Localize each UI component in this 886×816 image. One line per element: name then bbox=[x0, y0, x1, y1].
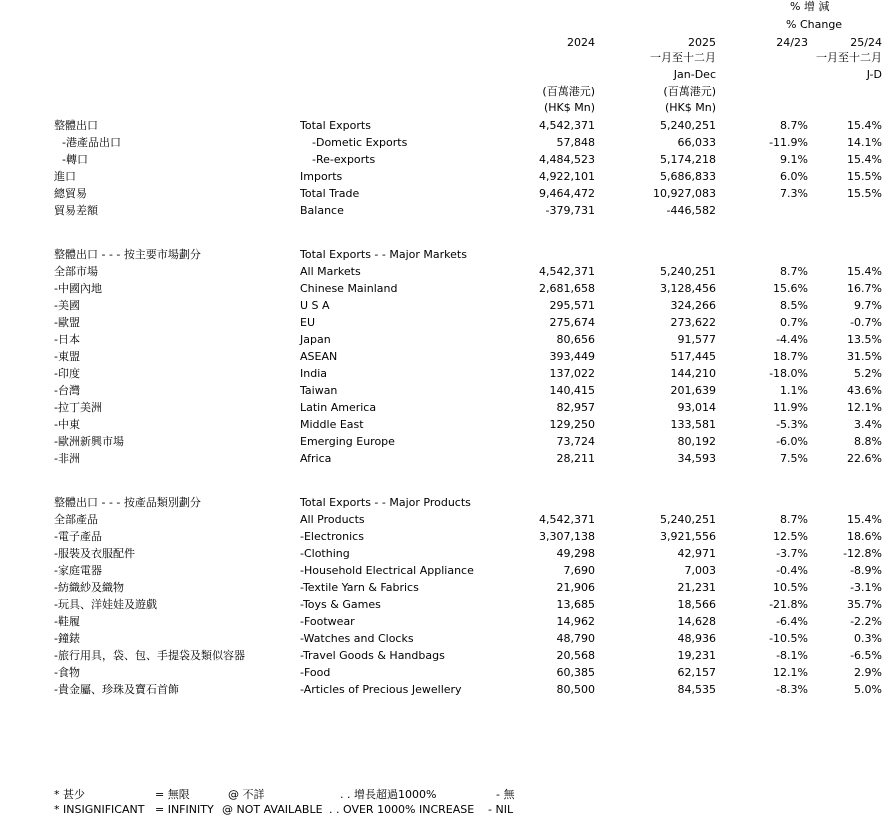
market-row bbox=[0, 433, 886, 450]
value-2024: 49,298 bbox=[556, 547, 595, 560]
product-row bbox=[0, 613, 886, 630]
legend-infinity-en: = INFINITY bbox=[155, 803, 214, 816]
label-zh: -旅行用具，袋、包、手提袋及類似容器 bbox=[54, 649, 245, 662]
label-zh: -歐盟 bbox=[54, 316, 80, 329]
label-en: Taiwan bbox=[300, 384, 338, 397]
label-en: -Dometic Exports bbox=[312, 136, 408, 149]
product-row bbox=[0, 511, 886, 528]
product-row bbox=[0, 596, 886, 613]
pct-change-2524: -8.9% bbox=[850, 564, 882, 577]
unit-zh-2024: (百萬港元) bbox=[542, 85, 595, 98]
label-en: -Clothing bbox=[300, 547, 350, 560]
pct-change-header-zh: % 增 減 bbox=[790, 0, 830, 13]
pct-change-2423: -0.4% bbox=[776, 564, 808, 577]
label-en: -Footwear bbox=[300, 615, 355, 628]
value-2025: 10,927,083 bbox=[653, 187, 716, 200]
pct-change-2423: -21.8% bbox=[769, 598, 808, 611]
product-row bbox=[0, 528, 886, 545]
value-2025: 5,174,218 bbox=[660, 153, 716, 166]
value-2024: 275,674 bbox=[549, 316, 595, 329]
pct-change-2524: 15.4% bbox=[847, 513, 882, 526]
pct-change-2524: 12.1% bbox=[847, 401, 882, 414]
pct-change-2423: 10.5% bbox=[773, 581, 808, 594]
pct-change-2423: 11.9% bbox=[773, 401, 808, 414]
value-2025: 66,033 bbox=[677, 136, 716, 149]
market-row bbox=[0, 348, 886, 365]
label-zh: -歐洲新興市場 bbox=[54, 435, 124, 448]
legend-not-available-zh: @ 不詳 bbox=[228, 788, 265, 801]
pct-change-2423: 18.7% bbox=[773, 350, 808, 363]
markets-title-row bbox=[0, 246, 886, 263]
pct-change-2423: 8.7% bbox=[780, 119, 808, 132]
pct-change-2524: 15.5% bbox=[847, 187, 882, 200]
label-zh: -玩具、洋娃娃及遊戲 bbox=[54, 598, 157, 611]
label-en: Japan bbox=[300, 333, 331, 346]
pct-change-2423: 1.1% bbox=[780, 384, 808, 397]
value-2024: 295,571 bbox=[549, 299, 595, 312]
label-zh: -鞋履 bbox=[54, 615, 80, 628]
pct-change-2423: -8.1% bbox=[776, 649, 808, 662]
label-en: EU bbox=[300, 316, 316, 329]
col-2025-period-en: Jan-Dec bbox=[673, 68, 716, 81]
value-2025: 5,240,251 bbox=[660, 265, 716, 278]
value-2024: 73,724 bbox=[556, 435, 595, 448]
value-2025: 14,628 bbox=[677, 615, 716, 628]
value-2024: 3,307,138 bbox=[539, 530, 595, 543]
market-row bbox=[0, 263, 886, 280]
col-2524-period-en: J-D bbox=[866, 68, 882, 81]
label-zh: 總貿易 bbox=[54, 187, 87, 200]
pct-change-2423: -10.5% bbox=[769, 632, 808, 645]
value-2024: 80,656 bbox=[556, 333, 595, 346]
label-en: All Products bbox=[300, 513, 365, 526]
label-zh: 進口 bbox=[54, 170, 76, 183]
pct-change-2524: -2.2% bbox=[850, 615, 882, 628]
pct-change-2524: 15.4% bbox=[847, 153, 882, 166]
value-2024: 57,848 bbox=[556, 136, 595, 149]
unit-en-2024: (HK$ Mn) bbox=[543, 101, 595, 114]
label-zh: -電子產品 bbox=[54, 530, 102, 543]
label-en: Total Trade bbox=[300, 187, 360, 200]
market-row bbox=[0, 280, 886, 297]
unit-zh-2025: (百萬港元) bbox=[663, 85, 716, 98]
value-2025: 80,192 bbox=[677, 435, 716, 448]
products-title-zh: 整體出口 - - - 按產品類別劃分 bbox=[54, 496, 201, 509]
label-en: U S A bbox=[300, 299, 330, 312]
value-2024: 21,906 bbox=[556, 581, 595, 594]
label-en: Africa bbox=[300, 452, 332, 465]
summary-row bbox=[0, 117, 886, 134]
summary-row bbox=[0, 185, 886, 202]
col-2524-period-zh: 一月至十二月 bbox=[816, 51, 882, 64]
summary-row bbox=[0, 202, 886, 219]
label-en: -Food bbox=[300, 666, 331, 679]
pct-change-2423: 12.5% bbox=[773, 530, 808, 543]
label-zh: 全部市場 bbox=[54, 265, 98, 278]
value-2025: 3,128,456 bbox=[660, 282, 716, 295]
value-2025: 62,157 bbox=[677, 666, 716, 679]
label-en: Middle East bbox=[300, 418, 364, 431]
label-en: -Toys & Games bbox=[300, 598, 381, 611]
pct-change-2524: 15.5% bbox=[847, 170, 882, 183]
value-2025: 144,210 bbox=[670, 367, 716, 380]
pct-change-2524: 16.7% bbox=[847, 282, 882, 295]
label-en: Total Exports bbox=[300, 119, 371, 132]
label-en: -Textile Yarn & Fabrics bbox=[300, 581, 419, 594]
pct-change-2423: -5.3% bbox=[776, 418, 808, 431]
col-2025-period-zh: 一月至十二月 bbox=[650, 51, 716, 64]
pct-change-2524: 15.4% bbox=[847, 119, 882, 132]
value-2025: 18,566 bbox=[677, 598, 716, 611]
pct-change-2524: 35.7% bbox=[847, 598, 882, 611]
label-zh: -紡織紗及織物 bbox=[54, 581, 124, 594]
label-en: Latin America bbox=[300, 401, 377, 414]
market-row bbox=[0, 416, 886, 433]
label-zh: -貴金屬、珍珠及寶石首飾 bbox=[54, 683, 179, 696]
pct-change-2524: 9.7% bbox=[854, 299, 882, 312]
col-2025-header: 2025 bbox=[688, 36, 716, 49]
pct-change-2524: 43.6% bbox=[847, 384, 882, 397]
value-2024: 9,464,472 bbox=[539, 187, 595, 200]
label-zh: -中國內地 bbox=[54, 282, 102, 295]
label-zh: -非洲 bbox=[54, 452, 80, 465]
value-2024: 140,415 bbox=[549, 384, 595, 397]
value-2025: 48,936 bbox=[677, 632, 716, 645]
label-en: All Markets bbox=[300, 265, 361, 278]
value-2024: 48,790 bbox=[556, 632, 595, 645]
pct-change-2524: 18.6% bbox=[847, 530, 882, 543]
label-zh: -家庭電器 bbox=[54, 564, 102, 577]
pct-change-2423: 7.5% bbox=[780, 452, 808, 465]
pct-change-2423: -6.4% bbox=[776, 615, 808, 628]
value-2025: 5,240,251 bbox=[660, 513, 716, 526]
pct-change-2423: 8.5% bbox=[780, 299, 808, 312]
pct-change-2423: -3.7% bbox=[776, 547, 808, 560]
pct-change-2423: 9.1% bbox=[780, 153, 808, 166]
pct-change-2423: -8.3% bbox=[776, 683, 808, 696]
value-2024: 7,690 bbox=[563, 564, 595, 577]
value-2025: 5,240,251 bbox=[660, 119, 716, 132]
label-zh: -東盟 bbox=[54, 350, 80, 363]
value-2025: 93,014 bbox=[677, 401, 716, 414]
label-zh: -日本 bbox=[54, 333, 80, 346]
pct-change-2524: -0.7% bbox=[850, 316, 882, 329]
col-2024-header: 2024 bbox=[567, 36, 595, 49]
pct-change-2524: 31.5% bbox=[847, 350, 882, 363]
pct-change-2524: -6.5% bbox=[850, 649, 882, 662]
pct-change-2423: 15.6% bbox=[773, 282, 808, 295]
value-2025: -446,582 bbox=[666, 204, 716, 217]
label-zh: -印度 bbox=[54, 367, 80, 380]
market-row bbox=[0, 297, 886, 314]
label-en: India bbox=[300, 367, 327, 380]
markets-title-zh: 整體出口 - - - 按主要市場劃分 bbox=[54, 248, 201, 261]
pct-change-2524: 5.0% bbox=[854, 683, 882, 696]
legend bbox=[0, 786, 886, 816]
label-zh: -美國 bbox=[54, 299, 80, 312]
label-en: -Household Electrical Appliance bbox=[300, 564, 474, 577]
pct-change-2524: -3.1% bbox=[850, 581, 882, 594]
label-en: ASEAN bbox=[300, 350, 338, 363]
pct-change-2524: 2.9% bbox=[854, 666, 882, 679]
pct-change-2423: 7.3% bbox=[780, 187, 808, 200]
pct-change-2423: -6.0% bbox=[776, 435, 808, 448]
legend-insignificant-zh: * 甚少 bbox=[54, 788, 85, 801]
legend-not-available-en: @ NOT AVAILABLE bbox=[222, 803, 323, 816]
label-zh: -食物 bbox=[54, 666, 80, 679]
legend-over-1000-zh: . . 增長超過1000% bbox=[340, 788, 437, 801]
pct-change-2524: 0.3% bbox=[854, 632, 882, 645]
product-row bbox=[0, 545, 886, 562]
market-row bbox=[0, 331, 886, 348]
value-2025: 3,921,556 bbox=[660, 530, 716, 543]
value-2024: 4,542,371 bbox=[539, 265, 595, 278]
product-row bbox=[0, 579, 886, 596]
label-zh: -台灣 bbox=[54, 384, 80, 397]
product-row bbox=[0, 630, 886, 647]
summary-row bbox=[0, 151, 886, 168]
label-en: -Electronics bbox=[300, 530, 364, 543]
value-2025: 201,639 bbox=[670, 384, 716, 397]
pct-change-header-en: % Change bbox=[786, 18, 843, 31]
label-en: -Watches and Clocks bbox=[300, 632, 414, 645]
label-en: -Travel Goods & Handbags bbox=[300, 649, 445, 662]
pct-change-2423: -11.9% bbox=[769, 136, 808, 149]
pct-change-2423: -4.4% bbox=[776, 333, 808, 346]
label-zh: 整體出口 bbox=[54, 119, 98, 132]
value-2025: 84,535 bbox=[677, 683, 716, 696]
pct-change-2524: 22.6% bbox=[847, 452, 882, 465]
value-2024: 4,922,101 bbox=[539, 170, 595, 183]
value-2024: 20,568 bbox=[556, 649, 595, 662]
value-2024: 82,957 bbox=[556, 401, 595, 414]
value-2024: 4,542,371 bbox=[539, 119, 595, 132]
market-row bbox=[0, 365, 886, 382]
pct-change-2423: 12.1% bbox=[773, 666, 808, 679]
value-2024: 4,542,371 bbox=[539, 513, 595, 526]
value-2025: 324,266 bbox=[670, 299, 716, 312]
label-zh: -鐘錶 bbox=[54, 632, 80, 645]
pct-change-2423: 8.7% bbox=[780, 513, 808, 526]
product-row bbox=[0, 562, 886, 579]
value-2025: 21,231 bbox=[677, 581, 716, 594]
pct-change-2524: 13.5% bbox=[847, 333, 882, 346]
pct-change-2524: 8.8% bbox=[854, 435, 882, 448]
label-en: Chinese Mainland bbox=[300, 282, 398, 295]
label-en: -Re-exports bbox=[312, 153, 376, 166]
product-row bbox=[0, 681, 886, 698]
label-zh: -拉丁美洲 bbox=[54, 401, 102, 414]
legend-over-1000-en: . . OVER 1000% INCREASE bbox=[329, 803, 475, 816]
market-row bbox=[0, 450, 886, 467]
pct-change-2524: -12.8% bbox=[843, 547, 882, 560]
value-2025: 273,622 bbox=[670, 316, 716, 329]
value-2024: 80,500 bbox=[556, 683, 595, 696]
product-row bbox=[0, 647, 886, 664]
market-row bbox=[0, 399, 886, 416]
label-zh: -服裝及衣服配件 bbox=[54, 547, 135, 560]
pct-change-2423: 0.7% bbox=[780, 316, 808, 329]
unit-en-2025: (HK$ Mn) bbox=[664, 101, 716, 114]
pct-change-2423: -18.0% bbox=[769, 367, 808, 380]
value-2024: 129,250 bbox=[549, 418, 595, 431]
value-2024: 13,685 bbox=[556, 598, 595, 611]
pct-change-2524: 5.2% bbox=[854, 367, 882, 380]
legend-infinity-zh: = 無限 bbox=[155, 788, 190, 801]
pct-change-2524: 14.1% bbox=[847, 136, 882, 149]
legend-insignificant-en: * INSIGNIFICANT bbox=[54, 803, 145, 816]
value-2024: 137,022 bbox=[549, 367, 595, 380]
value-2025: 42,971 bbox=[677, 547, 716, 560]
label-en: -Articles of Precious Jewellery bbox=[300, 683, 462, 696]
label-zh: 全部產品 bbox=[54, 513, 98, 526]
value-2025: 517,445 bbox=[670, 350, 716, 363]
value-2025: 133,581 bbox=[670, 418, 716, 431]
legend-nil-en: - NIL bbox=[488, 803, 514, 816]
label-en: Balance bbox=[300, 204, 344, 217]
value-2024: 60,385 bbox=[556, 666, 595, 679]
value-2025: 7,003 bbox=[684, 564, 716, 577]
label-zh: 貿易差額 bbox=[54, 204, 98, 217]
label-en: Emerging Europe bbox=[300, 435, 395, 448]
summary-row bbox=[0, 168, 886, 185]
label-zh: -港產品出口 bbox=[62, 136, 121, 149]
value-2025: 19,231 bbox=[677, 649, 716, 662]
label-en: Imports bbox=[300, 170, 343, 183]
value-2024: -379,731 bbox=[545, 204, 595, 217]
pct-change-2524: 15.4% bbox=[847, 265, 882, 278]
legend-nil-zh: - 無 bbox=[496, 788, 515, 801]
value-2024: 2,681,658 bbox=[539, 282, 595, 295]
value-2025: 91,577 bbox=[677, 333, 716, 346]
markets-title-en: Total Exports - - Major Markets bbox=[300, 248, 467, 261]
col-2524-header: 25/24 bbox=[850, 36, 882, 49]
products-title-en: Total Exports - - Major Products bbox=[300, 496, 471, 509]
value-2025: 34,593 bbox=[677, 452, 716, 465]
value-2024: 4,484,523 bbox=[539, 153, 595, 166]
market-row bbox=[0, 382, 886, 399]
pct-change-2423: 6.0% bbox=[780, 170, 808, 183]
label-zh: -中東 bbox=[54, 418, 80, 431]
market-row bbox=[0, 314, 886, 331]
value-2024: 14,962 bbox=[556, 615, 595, 628]
value-2024: 393,449 bbox=[549, 350, 595, 363]
pct-change-2524: 3.4% bbox=[854, 418, 882, 431]
value-2025: 5,686,833 bbox=[660, 170, 716, 183]
products-title-row bbox=[0, 494, 886, 511]
pct-change-2423: 8.7% bbox=[780, 265, 808, 278]
col-2423-header: 24/23 bbox=[776, 36, 808, 49]
label-zh: -轉口 bbox=[62, 153, 88, 166]
summary-row bbox=[0, 134, 886, 151]
product-row bbox=[0, 664, 886, 681]
value-2024: 28,211 bbox=[556, 452, 595, 465]
